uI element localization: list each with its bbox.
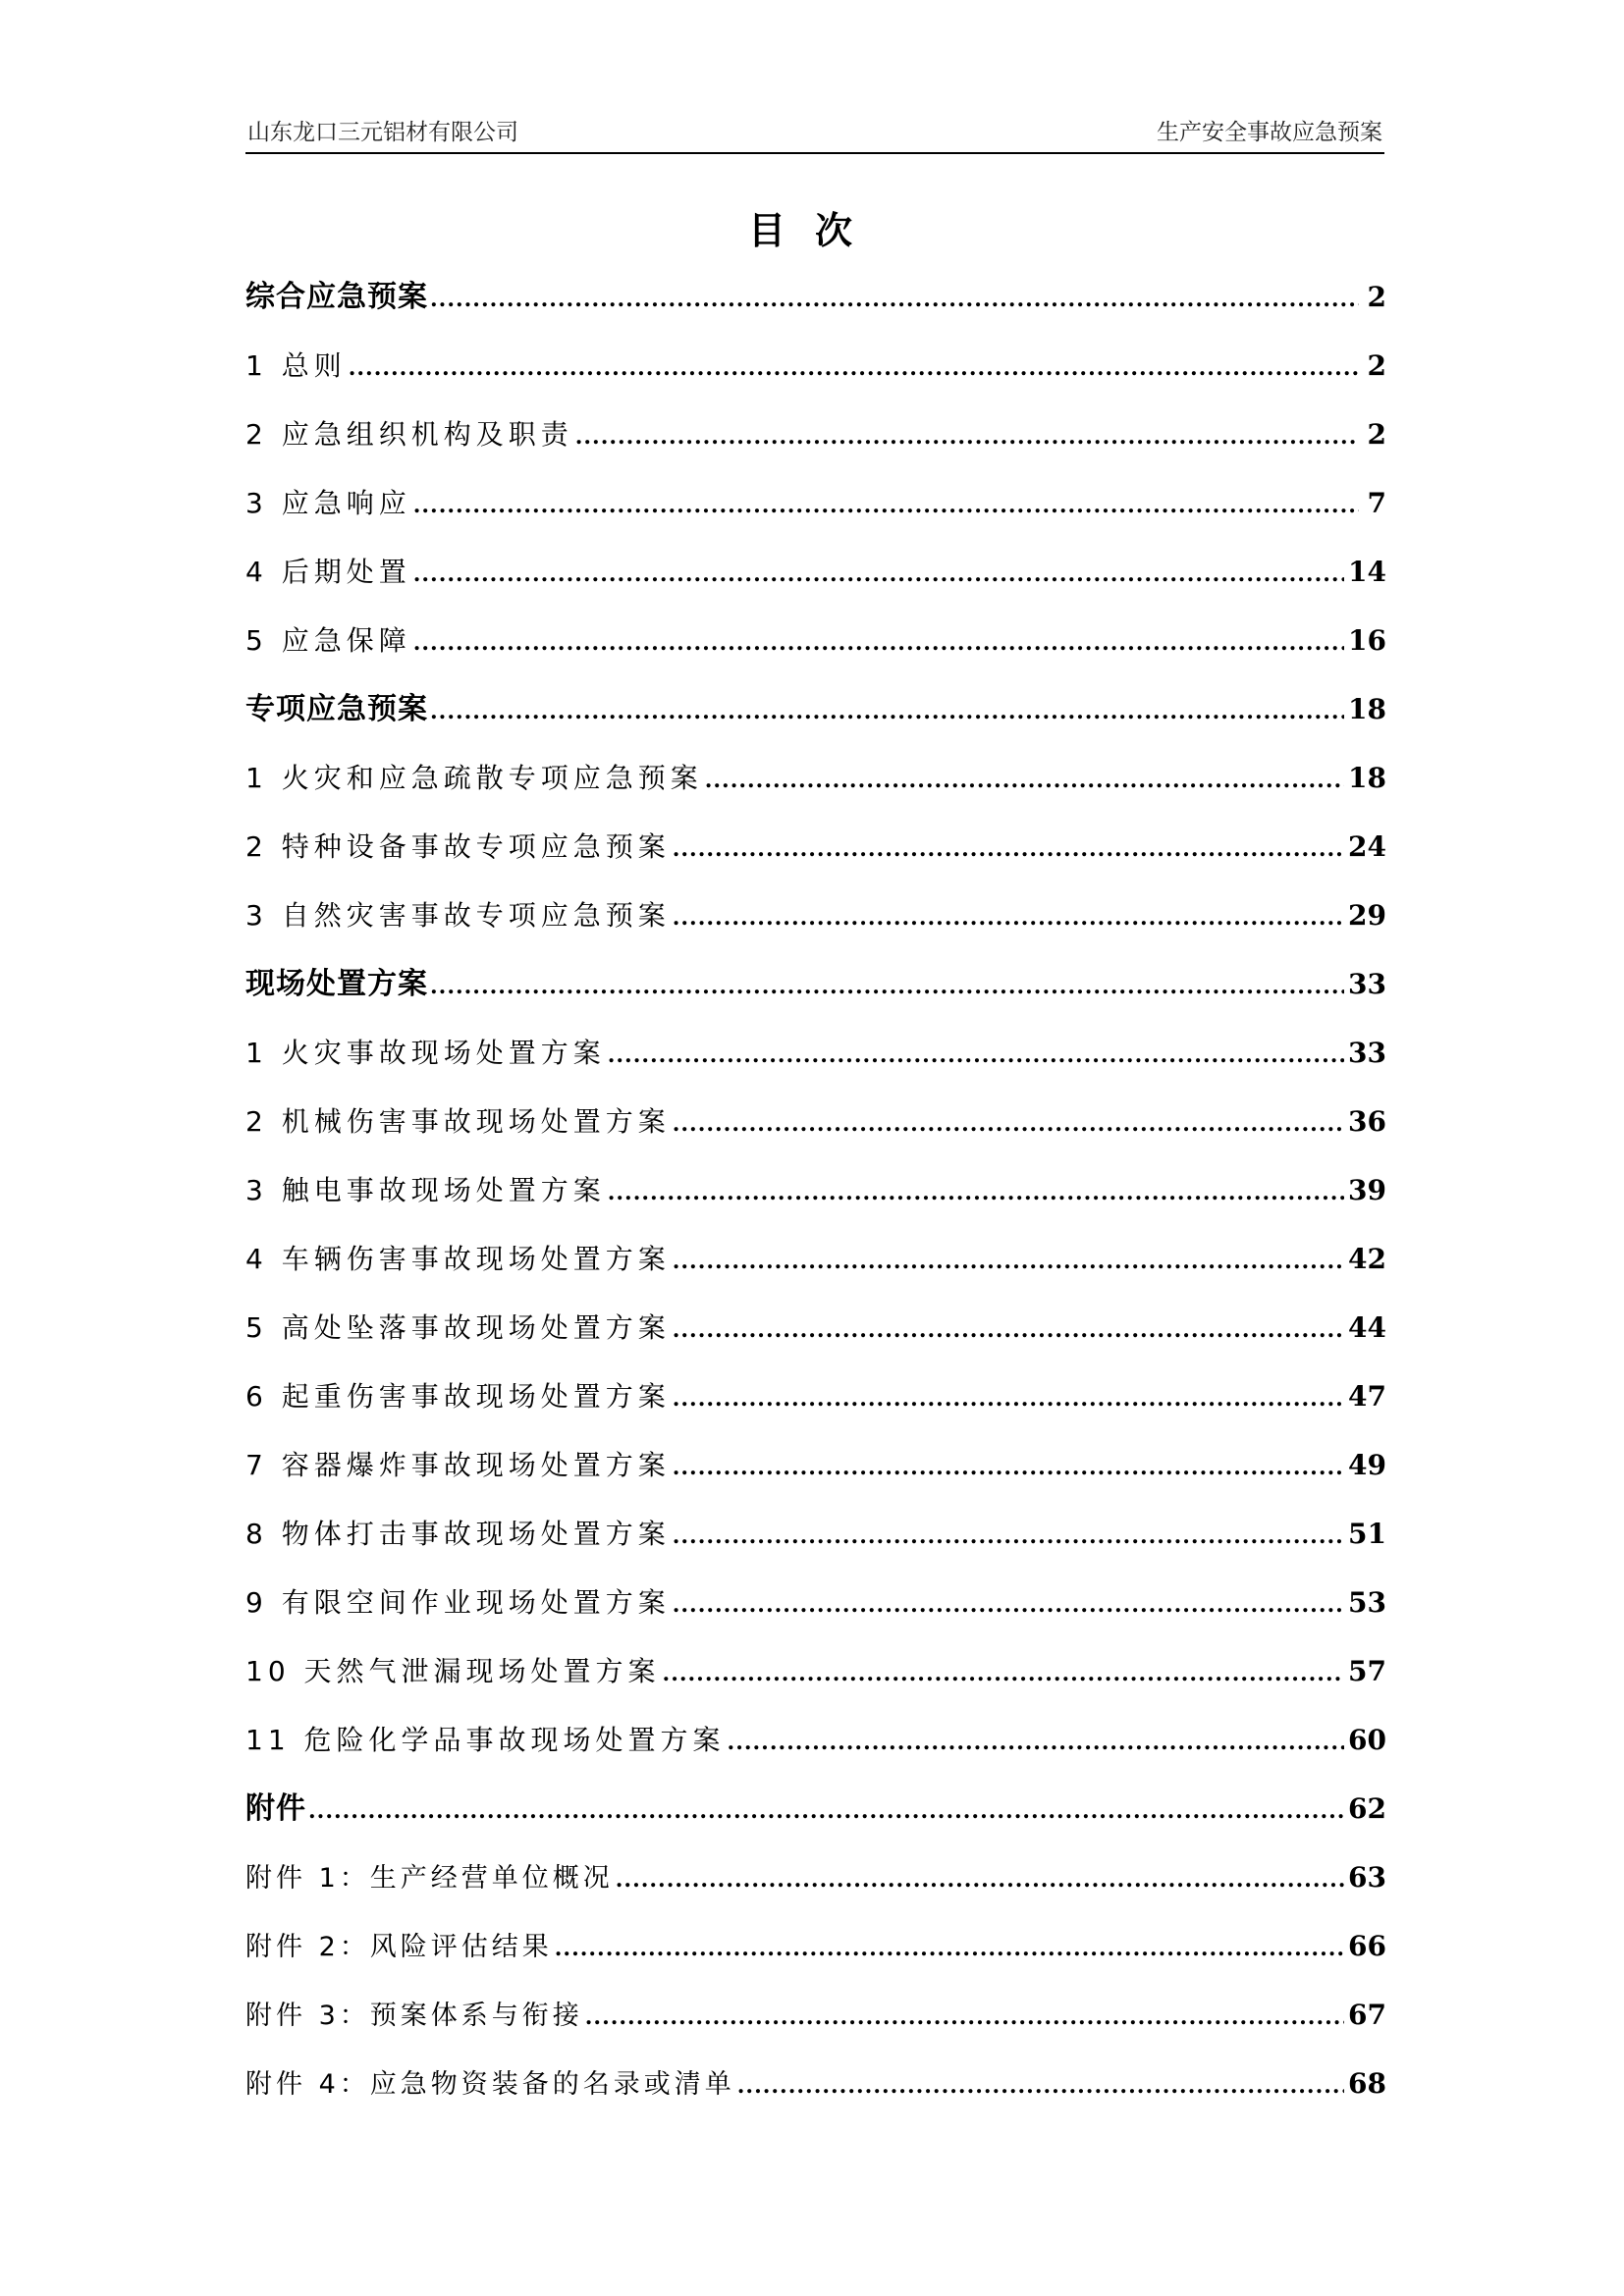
toc-entry-label: 附件 3：预案体系与衔接 bbox=[245, 2001, 583, 2031]
toc-entry-label: 3 触电事故现场处置方案 bbox=[245, 1174, 606, 1206]
toc-entry[interactable] bbox=[245, 616, 1386, 685]
toc-dot-leader bbox=[575, 412, 1359, 461]
toc-page-number: 66 bbox=[1348, 1930, 1386, 1962]
toc-dot-leader bbox=[413, 481, 1359, 530]
toc-entry-label: 附件 2：风险评估结果 bbox=[245, 1932, 553, 1962]
toc-entry[interactable] bbox=[245, 1991, 1386, 2059]
toc-dot-leader bbox=[430, 275, 1359, 324]
toc-entry[interactable] bbox=[245, 1578, 1386, 1647]
toc-page-number: 18 bbox=[1348, 693, 1386, 725]
toc-page-number: 16 bbox=[1348, 624, 1386, 657]
toc-dot-leader bbox=[673, 825, 1344, 874]
toc-entry[interactable] bbox=[245, 891, 1386, 960]
toc-dot-leader bbox=[555, 1924, 1344, 1973]
toc-entry-label: 附件 4：应急物资装备的名录或清单 bbox=[245, 2069, 735, 2100]
toc-page-number: 14 bbox=[1348, 556, 1386, 588]
toc-entry-label: 7 容器爆炸事故现场处置方案 bbox=[245, 1449, 671, 1481]
toc-entry-label: 附件 1：生产经营单位概况 bbox=[245, 1863, 614, 1894]
toc-dot-leader bbox=[673, 1580, 1344, 1629]
toc-entry-label: 3 自然灾害事故专项应急预案 bbox=[245, 899, 671, 932]
toc-entry-label: 9 有限空间作业现场处置方案 bbox=[245, 1586, 671, 1619]
toc-page-number: 29 bbox=[1348, 899, 1386, 932]
header-company-name: 山东龙口三元铝材有限公司 bbox=[247, 120, 518, 145]
toc-entry-label: 1 总则 bbox=[245, 349, 347, 382]
toc-dot-leader bbox=[673, 893, 1344, 942]
toc-entry[interactable] bbox=[245, 685, 1386, 754]
toc-entry[interactable] bbox=[245, 410, 1386, 479]
toc-entry[interactable] bbox=[245, 1441, 1386, 1510]
toc-page-number: 47 bbox=[1348, 1380, 1386, 1413]
toc-dot-leader bbox=[673, 1237, 1344, 1286]
toc-dot-leader bbox=[608, 1031, 1344, 1080]
toc-page-number: 33 bbox=[1348, 1037, 1386, 1069]
toc-dot-leader bbox=[673, 1443, 1344, 1492]
toc-entry[interactable] bbox=[245, 1785, 1386, 1853]
toc-title: 目次 bbox=[747, 209, 882, 252]
toc-entry[interactable] bbox=[245, 960, 1386, 1029]
toc-page-number: 24 bbox=[1348, 830, 1386, 863]
toc-entry-label: 综合应急预案 bbox=[245, 280, 428, 314]
toc-entry-label: 1 火灾和应急疏散专项应急预案 bbox=[245, 762, 703, 794]
toc-page-number: 60 bbox=[1348, 1724, 1386, 1756]
toc-page-number: 67 bbox=[1348, 1999, 1386, 2031]
toc-entry-label: 10 天然气泄漏现场处置方案 bbox=[245, 1655, 661, 1687]
toc-page-number: 33 bbox=[1348, 968, 1386, 1000]
toc-dot-leader bbox=[608, 1168, 1344, 1217]
toc-dot-leader bbox=[663, 1649, 1345, 1698]
toc-page-number: 36 bbox=[1348, 1105, 1386, 1138]
header-document-title: 生产安全事故应急预案 bbox=[1157, 120, 1382, 145]
toc-dot-leader bbox=[349, 344, 1359, 393]
toc-page-number: 18 bbox=[1348, 762, 1386, 794]
toc-page-number: 2 bbox=[1367, 349, 1386, 382]
toc-page-number: 49 bbox=[1348, 1449, 1386, 1481]
toc-entry-label: 4 后期处置 bbox=[245, 556, 411, 588]
toc-entry[interactable] bbox=[245, 479, 1386, 548]
toc-entry[interactable] bbox=[245, 1304, 1386, 1372]
toc-page-number: 42 bbox=[1348, 1243, 1386, 1275]
toc-dot-leader bbox=[585, 1993, 1344, 2042]
toc-entry-label: 现场处置方案 bbox=[245, 967, 428, 1001]
toc-dot-leader bbox=[413, 550, 1344, 599]
toc-entry[interactable] bbox=[245, 1922, 1386, 1991]
toc-entry[interactable] bbox=[245, 823, 1386, 891]
toc-dot-leader bbox=[673, 1512, 1344, 1561]
toc-entry-label: 2 应急组织机构及职责 bbox=[245, 418, 573, 451]
toc-entry-label: 2 机械伤害事故现场处置方案 bbox=[245, 1105, 671, 1138]
table-of-contents bbox=[245, 273, 1386, 2128]
toc-page-number: 2 bbox=[1367, 281, 1386, 313]
toc-entry[interactable] bbox=[245, 754, 1386, 823]
toc-entry[interactable] bbox=[245, 1510, 1386, 1578]
toc-page-number: 62 bbox=[1348, 1792, 1386, 1825]
toc-entry-label: 5 高处坠落事故现场处置方案 bbox=[245, 1311, 671, 1344]
toc-entry-label: 8 物体打击事故现场处置方案 bbox=[245, 1518, 671, 1550]
toc-dot-leader bbox=[737, 2061, 1344, 2110]
toc-entry-label: 5 应急保障 bbox=[245, 624, 411, 657]
toc-entry[interactable] bbox=[245, 273, 1386, 342]
toc-page-number: 39 bbox=[1348, 1174, 1386, 1206]
toc-dot-leader bbox=[413, 618, 1344, 667]
toc-page-number: 57 bbox=[1348, 1655, 1386, 1687]
toc-entry-label: 4 车辆伤害事故现场处置方案 bbox=[245, 1243, 671, 1275]
toc-dot-leader bbox=[705, 756, 1344, 805]
toc-entry[interactable] bbox=[245, 1166, 1386, 1235]
toc-page-number: 53 bbox=[1348, 1586, 1386, 1619]
toc-page-number: 63 bbox=[1348, 1861, 1386, 1894]
toc-entry-label: 6 起重伤害事故现场处置方案 bbox=[245, 1380, 671, 1413]
toc-entry[interactable] bbox=[245, 342, 1386, 410]
toc-dot-leader bbox=[616, 1855, 1344, 1904]
toc-entry-label: 1 火灾事故现场处置方案 bbox=[245, 1037, 606, 1069]
toc-entry[interactable] bbox=[245, 1097, 1386, 1166]
toc-entry[interactable] bbox=[245, 1029, 1386, 1097]
toc-page-number: 68 bbox=[1348, 2067, 1386, 2100]
toc-dot-leader bbox=[430, 687, 1344, 736]
toc-page-number: 7 bbox=[1367, 487, 1386, 519]
toc-entry-label: 2 特种设备事故专项应急预案 bbox=[245, 830, 671, 863]
toc-page-number: 44 bbox=[1348, 1311, 1386, 1344]
toc-dot-leader bbox=[673, 1099, 1344, 1148]
toc-dot-leader bbox=[430, 962, 1344, 1011]
toc-entry-label: 专项应急预案 bbox=[245, 692, 428, 726]
toc-dot-leader bbox=[308, 1787, 1344, 1836]
toc-page-number: 51 bbox=[1348, 1518, 1386, 1550]
toc-dot-leader bbox=[673, 1306, 1344, 1355]
toc-entry[interactable] bbox=[245, 2059, 1386, 2128]
page-header bbox=[245, 113, 1384, 154]
toc-entry[interactable] bbox=[245, 1372, 1386, 1441]
toc-entry-label: 附件 bbox=[245, 1791, 306, 1826]
toc-entry[interactable] bbox=[245, 548, 1386, 616]
toc-dot-leader bbox=[673, 1374, 1344, 1423]
toc-entry-label: 11 危险化学品事故现场处置方案 bbox=[245, 1724, 726, 1756]
toc-entry[interactable] bbox=[245, 1716, 1386, 1785]
toc-entry[interactable] bbox=[245, 1647, 1386, 1716]
toc-entry[interactable] bbox=[245, 1853, 1386, 1922]
toc-entry-label: 3 应急响应 bbox=[245, 487, 411, 519]
toc-page-number: 2 bbox=[1367, 418, 1386, 451]
toc-dot-leader bbox=[728, 1718, 1345, 1767]
toc-entry[interactable] bbox=[245, 1235, 1386, 1304]
